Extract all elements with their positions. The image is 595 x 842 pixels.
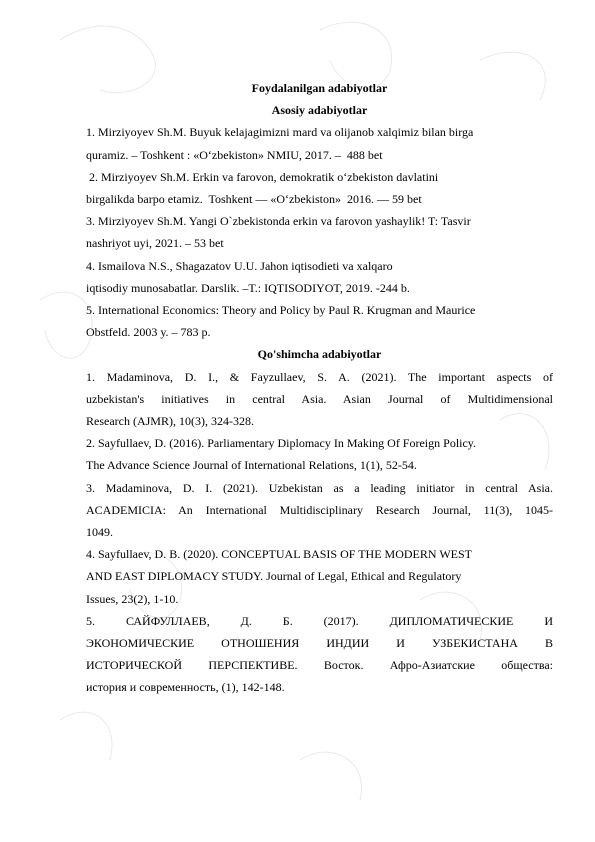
extra-ref-1-line-3: Research (AJMR), 10(3), 324-328. (86, 414, 254, 429)
main-ref-2-line-2: birgalikda barpo etamiz. Toshkent — «O‘zbekiston» 2016. — 59 bet (86, 192, 422, 207)
main-ref-2-line-1: 2. Mirziyoyev Sh.M. Erkin va farovon, demokratik o‘zbekiston davlatini (86, 169, 439, 184)
main-ref-4-line-1: 4. Ismailova N.S., Shagazatov U.U. Jahon iqtisodieti va xalqaro (86, 258, 393, 273)
extra-ref-1-line-2: uzbekistan's initiatives in central Asia. Asian Journal of Multidimensional (86, 391, 553, 406)
extra-ref-4 (86, 543, 553, 610)
main-literature-list (86, 121, 553, 343)
extra-ref-5-line-4: история и современность, (1), 142-148. (86, 680, 285, 695)
extra-ref-3-line-1: 3. Madaminova, D. I. (2021). Uzbekistan as a leading initiator in central Asia. (86, 480, 553, 495)
extra-ref-5-line-2: ЭКОНОМИЧЕСКИЕ ОТНОШЕНИЯ ИНДИИ И УЗБЕКИСТАНА В (86, 636, 553, 651)
main-ref-2 (86, 166, 553, 210)
main-ref-4 (86, 255, 553, 299)
extra-ref-3 (86, 477, 553, 544)
main-ref-5-line-1: 5. International Economics: Theory and Policy by Paul R. Krugman and Maurice (86, 303, 476, 318)
extra-ref-5-line-3: ИСТОРИЧЕСКОЙ ПЕРСПЕКТИВЕ. Восток. Афро-Азиатские общества: (86, 658, 553, 673)
additional-literature-heading: Qo'shimcha adabiyotlar (257, 347, 382, 362)
extra-ref-4-line-1: 4. Sayfullaev, D. B. (2020). CONCEPTUAL BASIS OF THE MODERN WEST (86, 547, 472, 562)
extra-ref-5 (86, 610, 553, 699)
extra-ref-5-line-1: 5. САЙФУЛЛАЕВ, Д. Б. (2017). ДИПЛОМАТИЧЕСКИЕ И (86, 613, 553, 628)
main-ref-5 (86, 299, 553, 343)
main-ref-3-line-1: 3. Mirziyoyev Sh.M. Yangi O`zbekistonda erkin va farovon yashaylik! T: Tasvir (86, 214, 471, 229)
main-ref-1 (86, 121, 553, 165)
main-ref-3-line-2: nashriyot uyi, 2021. – 53 bet (86, 236, 224, 251)
extra-ref-3-line-3: 1049. (86, 525, 113, 540)
main-literature-heading: Asosiy adabiyotlar (271, 103, 368, 118)
extra-ref-1 (86, 366, 553, 433)
extra-ref-2 (86, 432, 553, 476)
extra-ref-3-line-2: ACADEMICIA: An International Multidisciplinary Research Journal, 11(3), 1045- (86, 502, 553, 517)
extra-ref-4-line-3: Issues, 23(2), 1-10. (86, 591, 179, 606)
page-title: Foydalanilgan adabiyotlar (251, 81, 388, 95)
main-ref-4-line-2: iqtisodiy munosabatlar. Darslik. –T.: IQTISODIYOT, 2019. -244 b. (86, 280, 410, 295)
main-ref-5-line-2: Obstfeld. 2003 y. – 783 p. (86, 325, 211, 340)
references-content (86, 77, 553, 699)
extra-ref-2-line-2: The Advance Science Journal of International Relations, 1(1), 52-54. (86, 458, 417, 473)
additional-literature-list (86, 366, 553, 699)
extra-ref-2-line-1: 2. Sayfullaev, D. (2016). Parliamentary Diplomacy In Making Of Foreign Policy. (86, 436, 477, 451)
main-ref-1-line-1: 1. Mirziyoyev Sh.M. Buyuk kelajagimizni mard va olijanob xalqimiz bilan birga (86, 125, 474, 140)
extra-ref-4-line-2: AND EAST DIPLOMACY STUDY. Journal of Legal, Ethical and Regulatory (86, 569, 462, 584)
main-ref-1-line-2: quramiz. – Toshkent : «O‘zbekiston» NMIU, 2017. – 488 bet (86, 147, 383, 162)
extra-ref-1-line-1: 1. Madaminova, D. I., & Fayzullaev, S. A. (2021). The important aspects of (86, 369, 553, 384)
main-ref-3 (86, 210, 553, 254)
